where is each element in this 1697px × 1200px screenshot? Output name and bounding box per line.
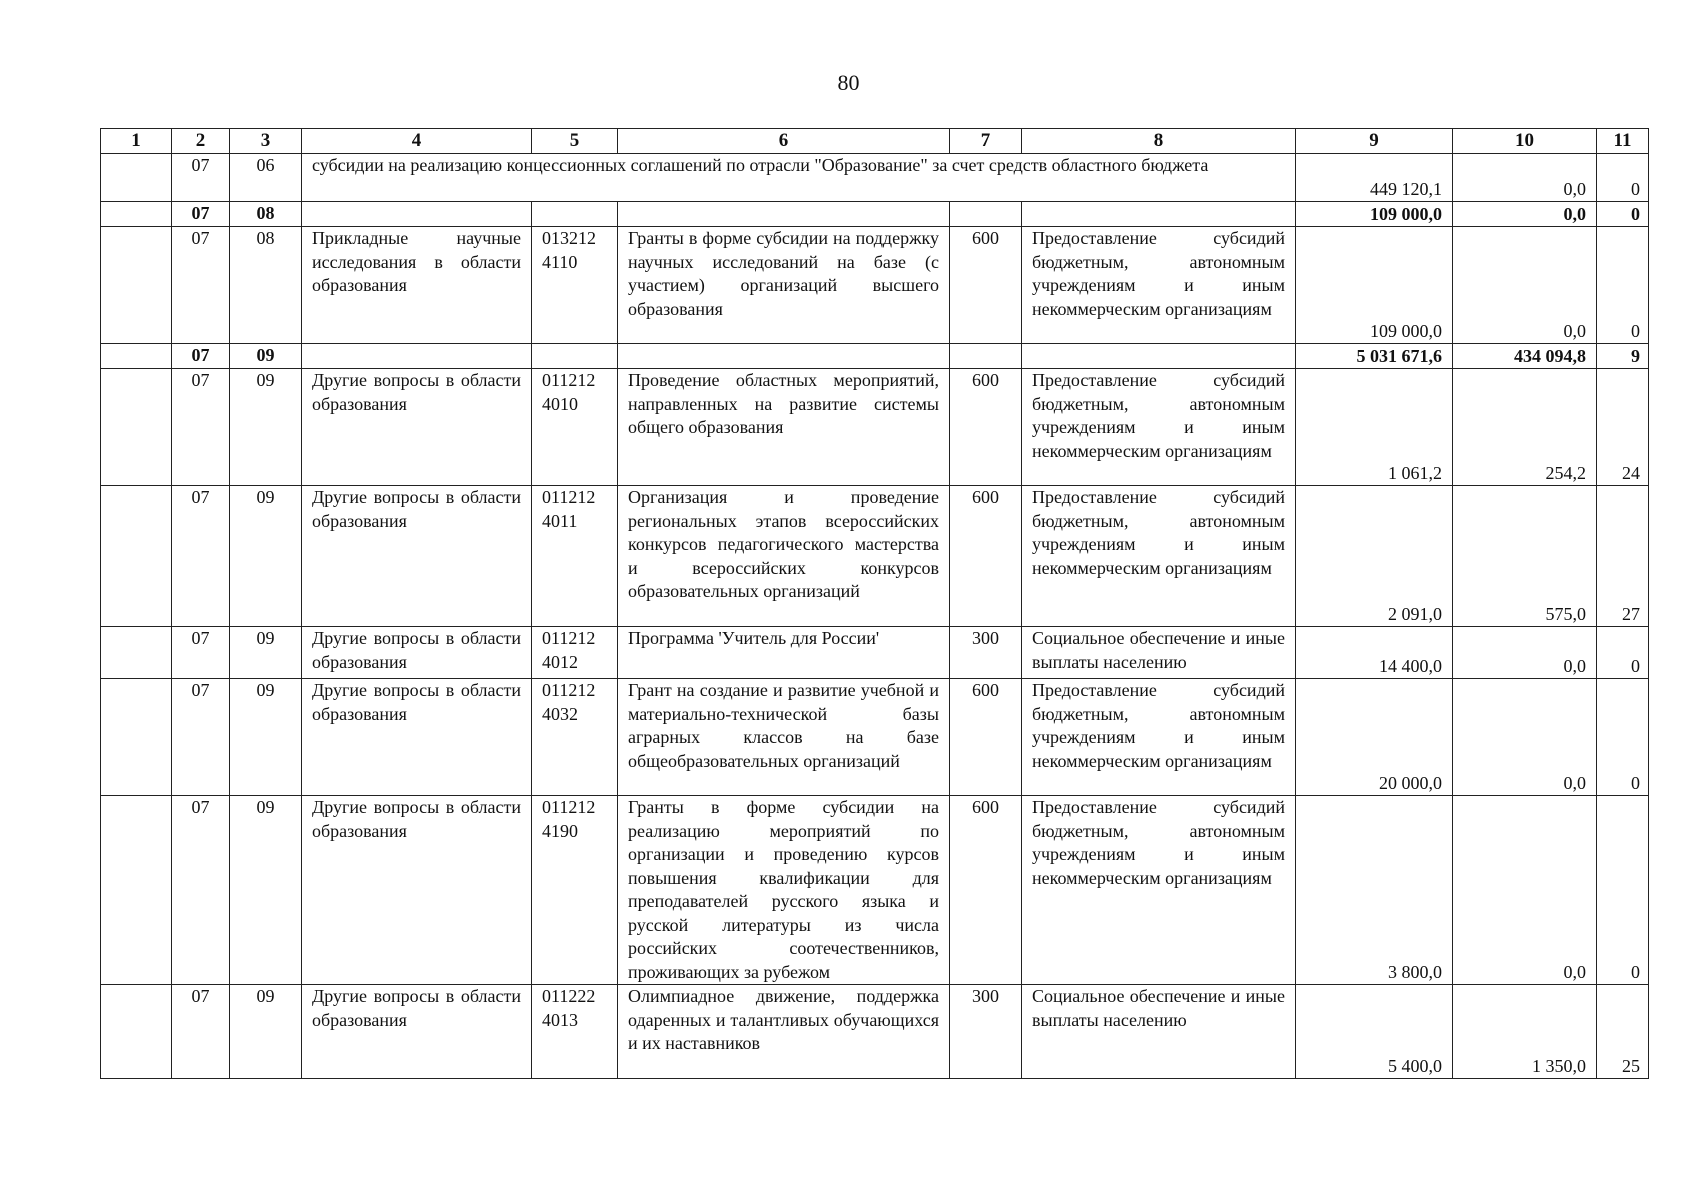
expense-type-code: 300: [950, 627, 1022, 679]
row-col-1: [101, 679, 172, 796]
amount-col10: 254,2: [1453, 369, 1597, 486]
header-cell-11: 11: [1597, 129, 1649, 154]
purpose-description: Гранты в форме субсидии на поддержку научных исследований на базе (с участием) организаций высшего образования: [618, 227, 950, 344]
header-cell-5: 5: [532, 129, 618, 154]
target-code: [532, 627, 618, 679]
target-code-part-2: 4011: [542, 510, 578, 531]
table-row: [101, 627, 1649, 679]
header-cell-9: 9: [1296, 129, 1453, 154]
subsection-code: 08: [230, 227, 302, 344]
purpose-description: Грант на создание и развитие учебной и материально-технической базы аграрных классов на базе общеобразовательных организаций: [618, 679, 950, 796]
amount-col9: 20 000,0: [1296, 679, 1453, 796]
amount-col10: 1 350,0: [1453, 985, 1597, 1079]
target-code: [532, 985, 618, 1079]
target-code-part-2: 4010: [542, 393, 578, 414]
expense-type-name: Предоставление субсидий бюджетным, автономным учреждениям и иным некоммерческим организациям: [1022, 679, 1296, 796]
purpose-description: Гранты в форме субсидии на реализацию мероприятий по организации и проведению курсов повышения квалификации для преподавателей русского языка и русской литературы из числа российских соотечественников, проживающих за рубежом: [618, 796, 950, 985]
target-code: [532, 227, 618, 344]
empty-cell: [302, 344, 532, 369]
header-cell-6: 6: [618, 129, 950, 154]
subtotal-col10: 434 094,8: [1453, 344, 1597, 369]
subtotal-col11: 0: [1597, 202, 1649, 227]
target-code: [532, 796, 618, 985]
budget-item-name: Другие вопросы в области образования: [302, 627, 532, 679]
row-col-1: [101, 202, 172, 227]
amount-col11: 0: [1597, 679, 1649, 796]
section-code: 07: [172, 227, 230, 344]
amount-col11: 24: [1597, 369, 1649, 486]
purpose-description: Олимпиадное движение, поддержка одаренных и талантливых обучающихся и их наставников: [618, 985, 950, 1079]
target-code-part-2: 4110: [542, 251, 578, 272]
subsection-code: 08: [230, 202, 302, 227]
row-col-1: [101, 154, 172, 202]
subtotal-row: [101, 344, 1649, 369]
header-cell-8: 8: [1022, 129, 1296, 154]
subsection-code: 06: [230, 154, 302, 202]
subsection-code: 09: [230, 486, 302, 627]
column-number-header-row: [101, 129, 1649, 154]
amount-col11: 25: [1597, 985, 1649, 1079]
row-col-1: [101, 344, 172, 369]
empty-cell: [302, 202, 532, 227]
target-code: [532, 369, 618, 486]
section-code: 07: [172, 796, 230, 985]
amount-col11: 0: [1597, 796, 1649, 985]
subtotal-col10: 0,0: [1453, 202, 1597, 227]
table-row: [101, 227, 1649, 344]
expense-type-code: 600: [950, 486, 1022, 627]
section-code: 07: [172, 202, 230, 227]
expense-type-code: 600: [950, 796, 1022, 985]
subtotal-col9: 5 031 671,6: [1296, 344, 1453, 369]
header-cell-3: 3: [230, 129, 302, 154]
table-row: [101, 985, 1649, 1079]
amount-col11: 27: [1597, 486, 1649, 627]
amount-col11: 0: [1597, 227, 1649, 344]
budget-item-name: Другие вопросы в области образования: [302, 679, 532, 796]
amount-col9: 14 400,0: [1296, 627, 1453, 679]
target-code-part-1: 011212: [542, 628, 596, 648]
header-cell-4: 4: [302, 129, 532, 154]
target-code-part-1: 013212: [542, 228, 596, 248]
section-code: 07: [172, 344, 230, 369]
empty-cell: [532, 202, 618, 227]
subsection-code: 09: [230, 627, 302, 679]
expense-type-name: Социальное обеспечение и иные выплаты населению: [1022, 985, 1296, 1079]
subtotal-col9: 109 000,0: [1296, 202, 1453, 227]
empty-cell: [950, 202, 1022, 227]
target-code-part-2: 4032: [542, 703, 578, 724]
empty-cell: [1022, 344, 1296, 369]
expense-type-name: Предоставление субсидий бюджетным, автономным учреждениям и иным некоммерческим организациям: [1022, 227, 1296, 344]
header-cell-1: 1: [101, 129, 172, 154]
amount-col10: 0,0: [1453, 227, 1597, 344]
target-code-part-2: 4190: [542, 820, 578, 841]
expense-type-name: Социальное обеспечение и иные выплаты населению: [1022, 627, 1296, 679]
amount-col9: 5 400,0: [1296, 985, 1453, 1079]
subsection-code: 09: [230, 985, 302, 1079]
row-col-1: [101, 486, 172, 627]
expense-type-code: 600: [950, 679, 1022, 796]
section-code: 07: [172, 369, 230, 486]
section-code: 07: [172, 154, 230, 202]
amount-col9: 109 000,0: [1296, 227, 1453, 344]
budget-item-name: Другие вопросы в области образования: [302, 796, 532, 985]
subtotal-col11: 9: [1597, 344, 1649, 369]
empty-cell: [618, 202, 950, 227]
budget-item-name: Другие вопросы в области образования: [302, 985, 532, 1079]
section-code: 07: [172, 627, 230, 679]
row-col-1: [101, 985, 172, 1079]
target-code-part-2: 4013: [542, 1009, 578, 1030]
section-code: 07: [172, 679, 230, 796]
target-code-part-1: 011212: [542, 487, 596, 507]
subtotal-row: [101, 202, 1649, 227]
purpose-description: Организация и проведение региональных этапов всероссийских конкурсов педагогического мастерства и всероссийских конкурсов образовательных организаций: [618, 486, 950, 627]
empty-cell: [532, 344, 618, 369]
budget-item-name: Прикладные научные исследования в области образования: [302, 227, 532, 344]
empty-cell: [1022, 202, 1296, 227]
section-code: 07: [172, 985, 230, 1079]
header-cell-2: 2: [172, 129, 230, 154]
header-cell-7: 7: [950, 129, 1022, 154]
subsection-code: 09: [230, 796, 302, 985]
header-cell-10: 10: [1453, 129, 1597, 154]
amount-col10: 0,0: [1453, 796, 1597, 985]
amount-col11: 0: [1597, 627, 1649, 679]
table-row: [101, 154, 1649, 202]
target-code-part-1: 011212: [542, 680, 596, 700]
row-col-1: [101, 369, 172, 486]
purpose-description: Проведение областных мероприятий, направленных на развитие системы общего образования: [618, 369, 950, 486]
amount-col9: 1 061,2: [1296, 369, 1453, 486]
amount-col10: 0,0: [1453, 154, 1597, 202]
amount-col10: 0,0: [1453, 627, 1597, 679]
purpose-description: Программа 'Учитель для России': [618, 627, 950, 679]
budget-item-name: Другие вопросы в области образования: [302, 369, 532, 486]
amount-col11: 0: [1597, 154, 1649, 202]
table-row: [101, 679, 1649, 796]
expense-type-code: 600: [950, 227, 1022, 344]
budget-table: [100, 128, 1649, 1079]
expense-type-name: Предоставление субсидий бюджетным, автономным учреждениям и иным некоммерческим организациям: [1022, 796, 1296, 985]
row-col-1: [101, 627, 172, 679]
table-row: [101, 486, 1649, 627]
target-code: [532, 486, 618, 627]
budget-item-name: Другие вопросы в области образования: [302, 486, 532, 627]
empty-cell: [950, 344, 1022, 369]
target-code-part-1: 011212: [542, 797, 596, 817]
empty-cell: [618, 344, 950, 369]
expense-type-code: 300: [950, 985, 1022, 1079]
amount-col9: 3 800,0: [1296, 796, 1453, 985]
amount-col9: 2 091,0: [1296, 486, 1453, 627]
amount-col9: 449 120,1: [1296, 154, 1453, 202]
subsection-code: 09: [230, 679, 302, 796]
table-row: [101, 796, 1649, 985]
expense-type-code: 600: [950, 369, 1022, 486]
concession-description: субсидии на реализацию концессионных соглашений по отрасли "Образование" за счет средств областного бюджета: [302, 154, 1296, 202]
target-code: [532, 679, 618, 796]
amount-col10: 575,0: [1453, 486, 1597, 627]
amount-col10: 0,0: [1453, 679, 1597, 796]
expense-type-name: Предоставление субсидий бюджетным, автономным учреждениям и иным некоммерческим организациям: [1022, 486, 1296, 627]
section-code: 07: [172, 486, 230, 627]
target-code-part-1: 011222: [542, 986, 596, 1006]
row-col-1: [101, 796, 172, 985]
subsection-code: 09: [230, 369, 302, 486]
expense-type-name: Предоставление субсидий бюджетным, автономным учреждениям и иным некоммерческим организациям: [1022, 369, 1296, 486]
target-code-part-2: 4012: [542, 651, 578, 672]
page-number: 80: [837, 70, 860, 95]
subsection-code: 09: [230, 344, 302, 369]
table-row: [101, 369, 1649, 486]
row-col-1: [101, 227, 172, 344]
target-code-part-1: 011212: [542, 370, 596, 390]
